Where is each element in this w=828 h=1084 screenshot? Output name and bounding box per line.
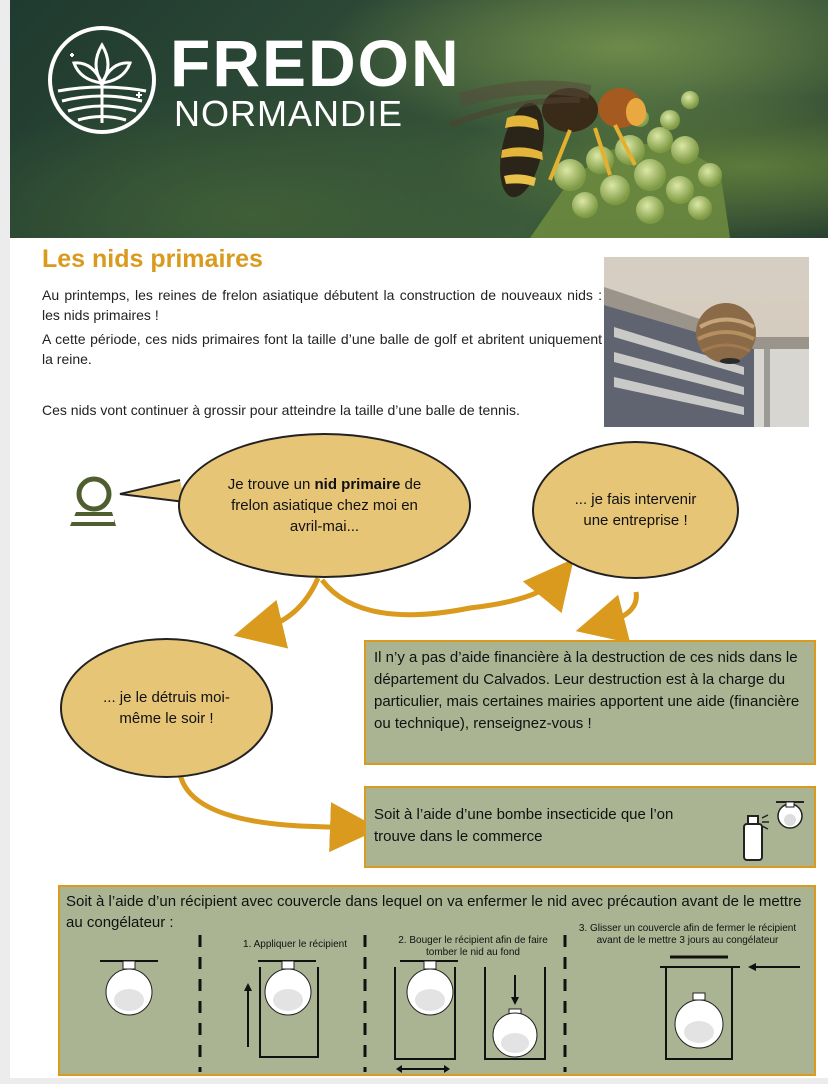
insecticide-box <box>364 786 816 868</box>
bubble-found-nest <box>178 433 471 578</box>
growth-paragraph: Ces nids vont continuer à grossir pour atteindre la taille d’une balle de tennis. <box>42 402 520 418</box>
container-steps-illustration <box>60 887 814 1074</box>
bubble-found-pre: Je trouve un <box>227 476 315 493</box>
step-3-label: 3. Glisser un couvercle afin de fermer le récipient avant de le mettre 3 jours au congélateur <box>578 923 797 946</box>
financial-aid-box: Il n’y a pas d’aide financière à la destruction de ces nids dans le département du Calvados. Leur destruction est à la charge du particulier, mais certaines mairies apportent une aide (financière ou technique), renseignez-vous ! <box>364 640 816 765</box>
nest-illustration <box>100 961 158 1015</box>
insecticide-text: Soit à l’aide d’une bombe insecticide que l’on trouve dans le commerce <box>374 806 674 845</box>
step-1-label: 1. Appliquer le récipient <box>243 939 347 950</box>
logo-title: FREDON <box>170 26 461 100</box>
bubble-self-destroy: ... je le détruis moi-même le soir ! <box>60 638 273 778</box>
step-1-illustration <box>244 961 318 1057</box>
container-headline: Soit à l’aide d’un récipient avec couvercle dans lequel on va enfermer le nid avec précaution avant de le mettre au congélateur : <box>66 893 802 931</box>
container-method-box <box>58 885 816 1076</box>
bubble-company: ... je fais intervenir une entreprise ! <box>532 441 739 579</box>
person-icon <box>70 477 116 526</box>
bubble-found-bold: nid primaire <box>314 476 401 493</box>
bubble-found-post: de frelon asiatique chez moi en avril-mai... <box>231 476 422 535</box>
intro-paragraph: Au printemps, les reines de frelon asiatique débutent la construction de nouveaux nids : les nids primaires ! <box>42 287 602 323</box>
spray-can-icon <box>736 798 806 863</box>
logo-subtitle: NORMANDIE <box>174 93 404 134</box>
section-title: Les nids primaires <box>42 245 263 273</box>
step-2-label: 2. Bouger le récipient afin de faire tomber le nid au fond <box>398 935 548 958</box>
size-paragraph: A cette période, ces nids primaires font la taille d’une balle de golf et abritent uniquement la reine. <box>42 331 602 367</box>
step-2-illustration <box>395 961 545 1073</box>
page-bottom-edge <box>0 1078 828 1084</box>
step-3-illustration <box>660 957 800 1059</box>
